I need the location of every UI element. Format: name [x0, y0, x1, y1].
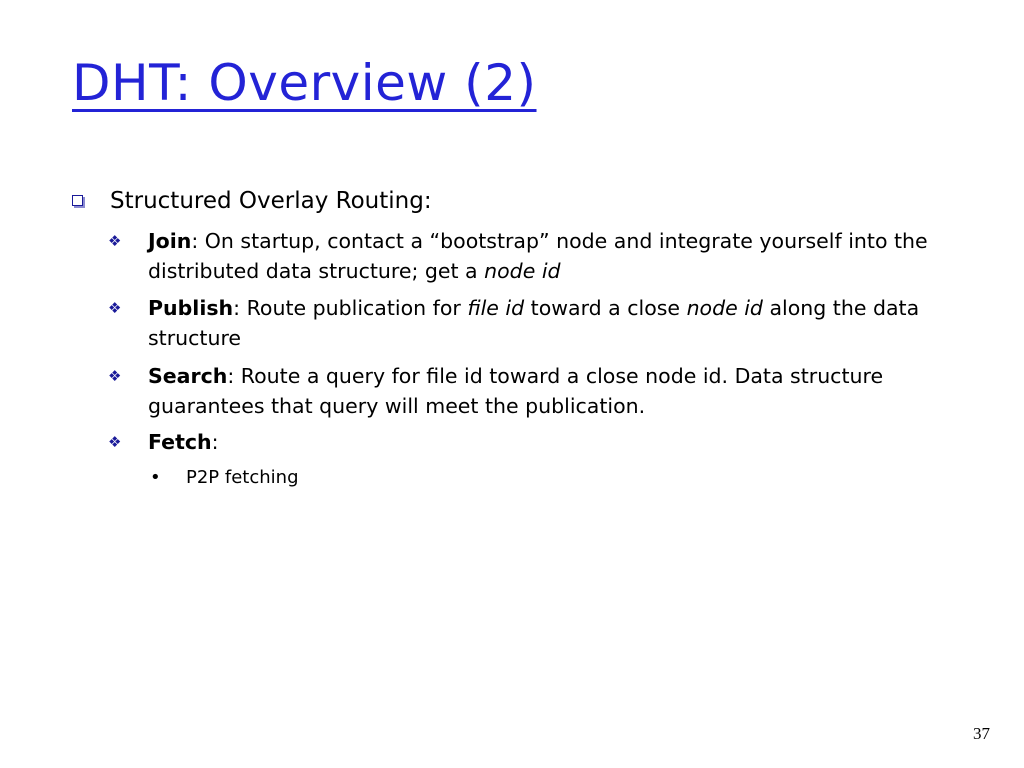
bullet-text: Structured Overlay Routing: [110, 188, 432, 214]
sub-sub-bullet-text: P2P fetching [186, 467, 299, 488]
sub-bullet-text: Fetch: [148, 430, 219, 454]
diamond-bullet-icon: ❖ [108, 232, 122, 250]
hollow-square-bullet-icon [72, 195, 83, 206]
sub-bullet-search [108, 361, 928, 421]
sub-bullet-publish [108, 293, 928, 353]
diamond-bullet-icon: ❖ [108, 367, 122, 385]
term-fetch: Fetch [148, 430, 212, 454]
term-search: Search [148, 364, 228, 388]
term-join: Join [148, 229, 192, 253]
sub-bullet-text: Search: Route a query for file id toward a close node id. Data structure guarantees that query will meet the publication. [148, 364, 884, 418]
sub-bullet-text: Publish: Route publication for file id toward a close node id along the data structure [148, 296, 920, 350]
sub-sub-bullet-p2p-fetching [150, 464, 299, 492]
diamond-bullet-icon: ❖ [108, 299, 122, 317]
sub-bullet-fetch [108, 427, 928, 457]
sub-bullet-text: Join: On startup, contact a “bootstrap” node and integrate yourself into the distributed data structure; get a node id [148, 229, 928, 283]
page-number: 37 [973, 724, 990, 743]
diamond-bullet-icon: ❖ [108, 433, 122, 451]
term-publish: Publish [148, 296, 234, 320]
dot-bullet-icon: • [150, 467, 161, 488]
sub-bullet-join [108, 226, 928, 286]
slide-title: DHT: Overview (2) [72, 54, 537, 112]
bullet-structured-overlay-routing [72, 186, 972, 216]
